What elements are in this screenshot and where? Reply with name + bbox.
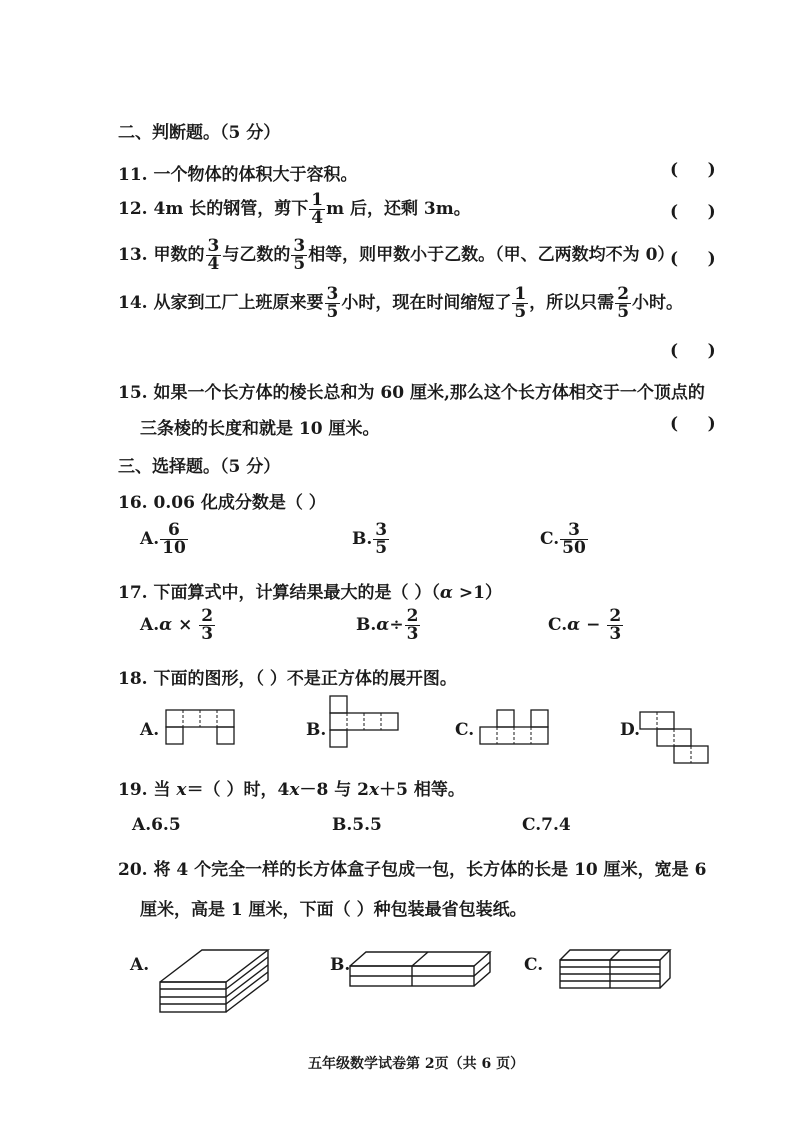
question-15-line-2: 三条棱的长度和就是 10 厘米。 — [140, 419, 380, 439]
question-20-line-1: 20. 将 4 个完全一样的长方体盒子包成一包，长方体的长是 10 厘米，宽是 6 — [118, 860, 707, 880]
fraction: $\frac{2}{3}$ — [201, 606, 214, 644]
cube-net-d — [640, 712, 710, 768]
option-16-b[interactable]: B. $\frac{3}{5}$ — [352, 520, 388, 558]
fraction: $\frac{1}{4}$ — [311, 190, 324, 228]
page-footer: 五年级数学试卷第 2页（共 6 页） — [308, 1056, 525, 1072]
question-17: 17. 下面算式中，计算结果最大的是（ ）（α >1） — [118, 583, 503, 603]
question-18: 18. 下面的图形，（ ）不是正方体的展开图。 — [118, 669, 457, 689]
answer-paren-11[interactable]: ( ) — [670, 160, 716, 180]
fraction: $\frac{3}{5}$ — [375, 520, 388, 558]
fraction: $\frac{3}{4}$ — [207, 236, 220, 274]
question-20-line-2: 厘米，高是 1 厘米，下面（ ）种包装最省包装纸。 — [140, 900, 527, 920]
answer-paren-12[interactable]: ( ) — [670, 202, 716, 222]
fraction: $\frac{2}{3}$ — [609, 606, 622, 644]
cube-net-b — [330, 696, 400, 752]
fraction: $\frac{3}{5}$ — [293, 236, 306, 274]
answer-paren-14[interactable]: ( ) — [670, 341, 716, 361]
option-20-b-label[interactable]: B. — [330, 955, 351, 975]
fraction: $\frac{2}{5}$ — [617, 284, 630, 322]
question-15-line-1: 15. 如果一个长方体的棱长总和为 60 厘米,那么这个长方体相交于一个顶点的 — [118, 383, 705, 403]
package-b-flat — [350, 948, 495, 988]
answer-paren-13[interactable]: ( ) — [670, 249, 716, 269]
option-20-c-label[interactable]: C. — [524, 955, 544, 975]
fraction: $\frac{6}{10}$ — [162, 520, 186, 558]
package-c-double — [560, 946, 675, 990]
answer-paren-15[interactable]: ( ) — [670, 414, 716, 434]
fraction: $\frac{2}{3}$ — [406, 606, 419, 644]
option-17-b[interactable]: B.α÷ $\frac{2}{3}$ — [356, 606, 419, 644]
section-3-title: 三、选择题。（5 分） — [118, 457, 281, 477]
cube-net-c — [480, 708, 550, 750]
fraction: $\frac{1}{5}$ — [514, 284, 527, 322]
question-11: 11. 一个物体的体积大于容积。 — [118, 165, 358, 185]
fraction: $\frac{3}{50}$ — [562, 520, 586, 558]
option-18-c-label[interactable]: C. — [455, 720, 475, 740]
question-16: 16. 0.06 化成分数是（ ） — [118, 493, 326, 513]
option-17-a[interactable]: A.α × $\frac{2}{3}$ — [140, 606, 214, 644]
question-12-pre: 12. 4m 长的钢管，剪下 — [118, 199, 309, 219]
question-19: 19. 当 x＝（ ）时，4x－8 与 2x＋5 相等。 — [118, 780, 465, 800]
question-12 — [118, 192, 471, 227]
option-16-a[interactable]: A. $\frac{6}{10}$ — [140, 520, 186, 558]
option-18-a-label[interactable]: A. — [140, 720, 160, 740]
option-20-a-label[interactable]: A. — [130, 955, 150, 975]
option-19-b[interactable]: B.5.5 — [332, 815, 382, 835]
question-13: 13. 甲数的 $\frac{3}{4}$ 与乙数的 $\frac{3}{5}$ 相等，则甲数小于乙数。（甲、乙两数均不为 0） — [118, 236, 675, 274]
option-19-c[interactable]: C.7.4 — [522, 815, 571, 835]
cube-net-a — [166, 708, 236, 748]
option-16-c[interactable]: C. $\frac{3}{50}$ — [540, 520, 586, 558]
section-2-title: 二、判断题。（5 分） — [118, 123, 281, 143]
question-14: 14. 从家到工厂上班原来要 $\frac{3}{5}$ 小时，现在时间缩短了 $\frac{1}{5}$ ，所以只需 $\frac{2}{5}$ 小时。 — [118, 284, 684, 322]
fraction: $\frac{3}{5}$ — [326, 284, 339, 322]
package-a-stacked — [160, 946, 270, 1016]
option-18-b-label[interactable]: B. — [306, 720, 327, 740]
option-19-a[interactable]: A.6.5 — [132, 815, 181, 835]
question-12-post: m 后，还剩 3m。 — [326, 199, 471, 219]
option-17-c[interactable]: C.α − $\frac{2}{3}$ — [548, 606, 622, 644]
option-18-d-label[interactable]: D. — [620, 720, 641, 740]
